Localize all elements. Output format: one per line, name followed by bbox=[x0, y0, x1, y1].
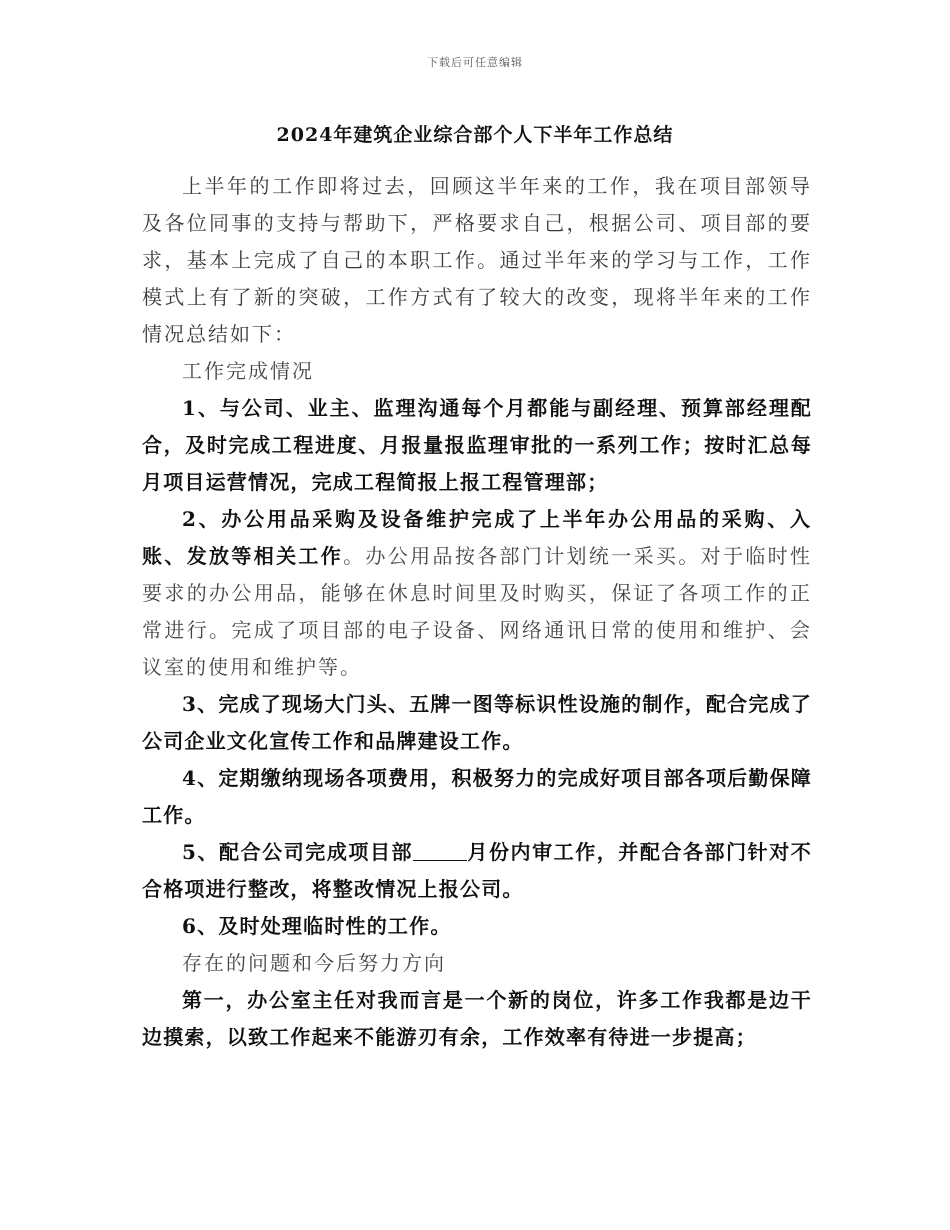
item-2-lead: 2、办公用品采购及设备维护完成了上半年办公用品的采购、入账、发放等相关工作 bbox=[142, 507, 812, 568]
intro-paragraph: 上半年的工作即将过去，回顾这半年来的工作，我在项目部领导及各位同事的支持与帮助下，严格要求自己，根据公司、项目部的要求，基本上完成了自己的本职工作。通过半年来的学习与工作，工作模式上有了新的突破，工作方式有了较大的改变，现将半年来的工作情况总结如下： bbox=[142, 174, 812, 346]
section-heading-problems: 存在的问题和今后努力方向 bbox=[182, 951, 446, 975]
document-body bbox=[142, 168, 812, 1056]
point-1-paragraph: 第一，办公室主任对我而言是一个新的岗位，许多工作我都是边干边摸索，以致工作起来不能游刃有余，工作效率有待进一步提高； bbox=[142, 988, 812, 1049]
item-1-paragraph: 1、与公司、业主、监理沟通每个月都能与副经理、预算部经理配合，及时完成工程进度、月报量报监理审批的一系列工作；按时汇总每月项目运营情况，完成工程简报上报工程管理部； bbox=[142, 396, 812, 494]
item-4-paragraph: 4、定期缴纳现场各项费用，积极努力的完成好项目部各项后勤保障工作。 bbox=[142, 766, 812, 827]
section-heading-work-completed: 工作完成情况 bbox=[182, 359, 314, 383]
document-title: 2024年建筑企业综合部个人下半年工作总结 bbox=[276, 124, 674, 146]
item-2-rest: 。办公用品按各部门计划统一采买。对于临时性要求的办公用品，能够在休息时间里及时购买，保证了各项工作的正常进行。完成了项目部的电子设备、网络通讯日常的使用和维护、会议室的使用和维护等。 bbox=[142, 544, 813, 679]
item-5-before-blank: 5、配合公司完成项目部 bbox=[182, 840, 414, 864]
item-5-paragraph bbox=[142, 834, 812, 908]
fill-in-blank-line bbox=[413, 840, 467, 861]
item-3-paragraph: 3、完成了现场大门头、五牌一图等标识性设施的制作，配合完成了公司企业文化宣传工作和品牌建设工作。 bbox=[142, 692, 812, 753]
item-2-paragraph bbox=[142, 501, 812, 686]
item-5-after-blank: 月份内审工作，并配合各部门针对不合格项进行整改，将整改情况上报公司。 bbox=[142, 840, 812, 901]
page-header-note: 下载后可任意编辑 bbox=[427, 56, 523, 69]
item-6-paragraph: 6、及时处理临时性的工作。 bbox=[182, 914, 452, 938]
